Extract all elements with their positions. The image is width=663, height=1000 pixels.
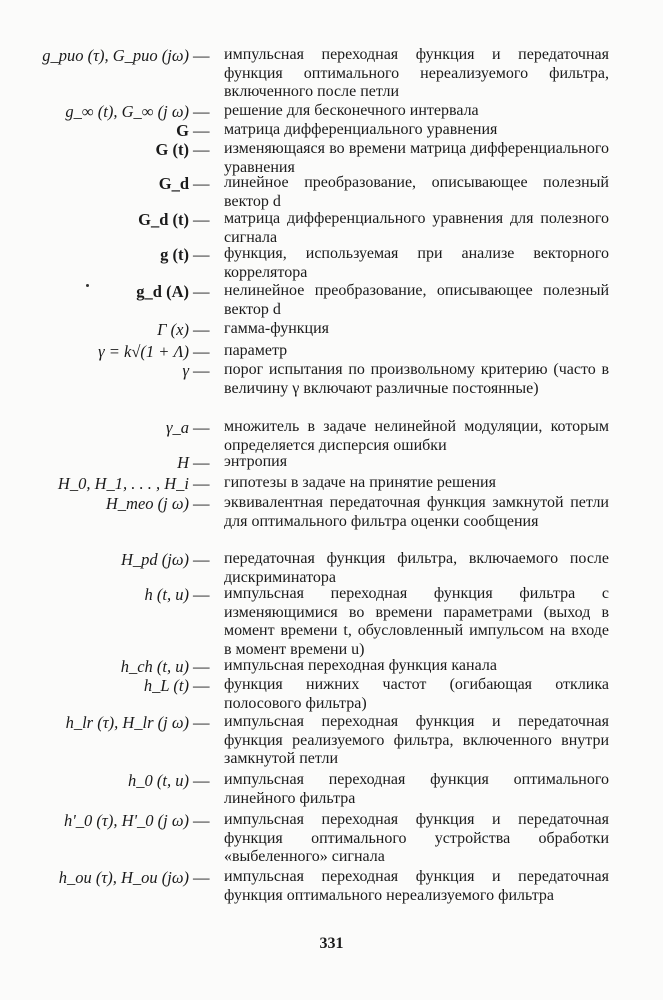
entry-definition: решение для бесконечного интервала xyxy=(224,102,479,119)
page-number: 331 xyxy=(319,935,344,952)
entry-symbol: g_∞ (t), G_∞ (j ω) xyxy=(65,102,189,121)
entry-dash: — xyxy=(193,550,210,569)
entry-dash: — xyxy=(193,102,210,121)
entry-definition: функция, используемая при анализе векторного коррелятора xyxy=(224,245,609,281)
entry-definition: импульсная переходная функция фильтра с изменяющимися во времени параметрами (выход в момент времени t, обусловленный импульсом на входе в момент времени u) xyxy=(224,585,609,658)
entry-dash: — xyxy=(193,174,210,193)
entry-dash: — xyxy=(193,245,210,264)
entry-symbol: Γ (x) xyxy=(157,320,189,339)
entry-dash: — xyxy=(193,282,210,301)
entry-dash: — xyxy=(193,320,210,339)
entry-definition: импульсная переходная функция и передаточная функция оптимального устройства обработки «выбеленного» сигнала xyxy=(224,811,609,866)
print-speck xyxy=(86,284,89,287)
entry-symbol: G_d (t) xyxy=(138,210,189,229)
entry-definition: линейное преобразование, описывающее полезный вектор d xyxy=(224,174,609,210)
entry-symbol: H xyxy=(177,453,189,472)
entry-definition: параметр xyxy=(224,342,288,359)
entry-symbol: γ xyxy=(182,361,189,380)
entry-symbol: h (t, u) xyxy=(144,585,189,604)
entry-symbol: h_L (t) xyxy=(143,676,189,695)
entry-definition: изменяющаяся во времени матрица дифференциального уравнения xyxy=(224,140,609,176)
entry-dash: — xyxy=(193,811,210,830)
entry-definition: энтропия xyxy=(224,453,288,470)
entry-definition: передаточная функция фильтра, включаемого после дискриминатора xyxy=(224,550,609,586)
entry-dash: — xyxy=(193,676,210,695)
entry-symbol: h_lr (τ), H_lr (j ω) xyxy=(65,713,189,732)
entry-dash: — xyxy=(193,342,210,361)
entry-dash: — xyxy=(193,868,210,887)
entry-definition: гипотезы в задаче на принятие решения xyxy=(224,474,496,491)
entry-definition: множитель в задаче нелинейной модуляции, которым определяется дисперсия ошибки xyxy=(224,418,609,454)
entry-symbol: G (t) xyxy=(155,140,189,159)
entry-symbol: h_0 (t, u) xyxy=(128,771,189,790)
entry-dash: — xyxy=(193,771,210,790)
entry-symbol: γ = k√(1 + Λ) xyxy=(98,342,189,361)
entry-dash: — xyxy=(193,713,210,732)
entry-symbol: h_ch (t, u) xyxy=(120,657,189,676)
entry-dash: — xyxy=(193,121,210,140)
entry-symbol: H_pd (jω) xyxy=(120,550,189,569)
entry-symbol: H_meo (j ω) xyxy=(105,494,189,513)
entry-dash: — xyxy=(193,418,210,437)
entry-dash: — xyxy=(193,494,210,513)
entry-definition: нелинейное преобразование, описывающее полезный вектор d xyxy=(224,282,609,318)
entry-dash: — xyxy=(193,453,210,472)
entry-definition: эквивалентная передаточная функция замкнутой петли для оптимального фильтра оценки сообщения xyxy=(224,494,609,530)
entry-symbol: H_0, H_1, . . . , H_i xyxy=(57,474,189,493)
entry-definition: матрица дифференциального уравнения xyxy=(224,121,498,138)
entry-symbol: G_d xyxy=(158,174,189,193)
entry-dash: — xyxy=(193,657,210,676)
entry-definition: матрица дифференциального уравнения для полезного сигнала xyxy=(224,210,609,246)
entry-symbol: g_d (A) xyxy=(136,282,189,301)
entry-symbol: g_puo (τ), G_puo (jω) xyxy=(42,46,189,65)
entry-definition: функция нижних частот (огибающая отклика полосового фильтра) xyxy=(224,676,609,712)
entry-symbol: g (t) xyxy=(160,245,189,264)
entry-dash: — xyxy=(193,210,210,229)
entry-definition: импульсная переходная функция и передаточная функция оптимального нереализуемого фильтра xyxy=(224,868,609,904)
entry-dash: — xyxy=(193,585,210,604)
entry-dash: — xyxy=(193,361,210,380)
entry-dash: — xyxy=(193,140,210,159)
entry-symbol: h'_0 (τ), H'_0 (j ω) xyxy=(64,811,189,830)
entry-dash: — xyxy=(193,46,210,65)
entry-symbol: h_ou (τ), H_ou (jω) xyxy=(58,868,189,887)
entry-dash: — xyxy=(193,474,210,493)
entry-definition: импульсная переходная функция и передаточная функция оптимального нереализуемого фильтра, включенного после петли xyxy=(224,46,609,101)
entry-symbol: G xyxy=(176,121,189,140)
entry-definition: импульсная переходная функция и передаточная функция реализуемого фильтра, включенного внутри замкнутой петли xyxy=(224,713,609,768)
entry-symbol: γ_a xyxy=(165,418,189,437)
entry-definition: импульсная переходная функция оптимального линейного фильтра xyxy=(224,771,609,807)
entry-definition: порог испытания по произвольному критерию (часто в величину γ включают различные постоянные) xyxy=(224,361,609,397)
entry-definition: гамма-функция xyxy=(224,320,330,337)
entry-definition: импульсная переходная функция канала xyxy=(224,657,497,674)
